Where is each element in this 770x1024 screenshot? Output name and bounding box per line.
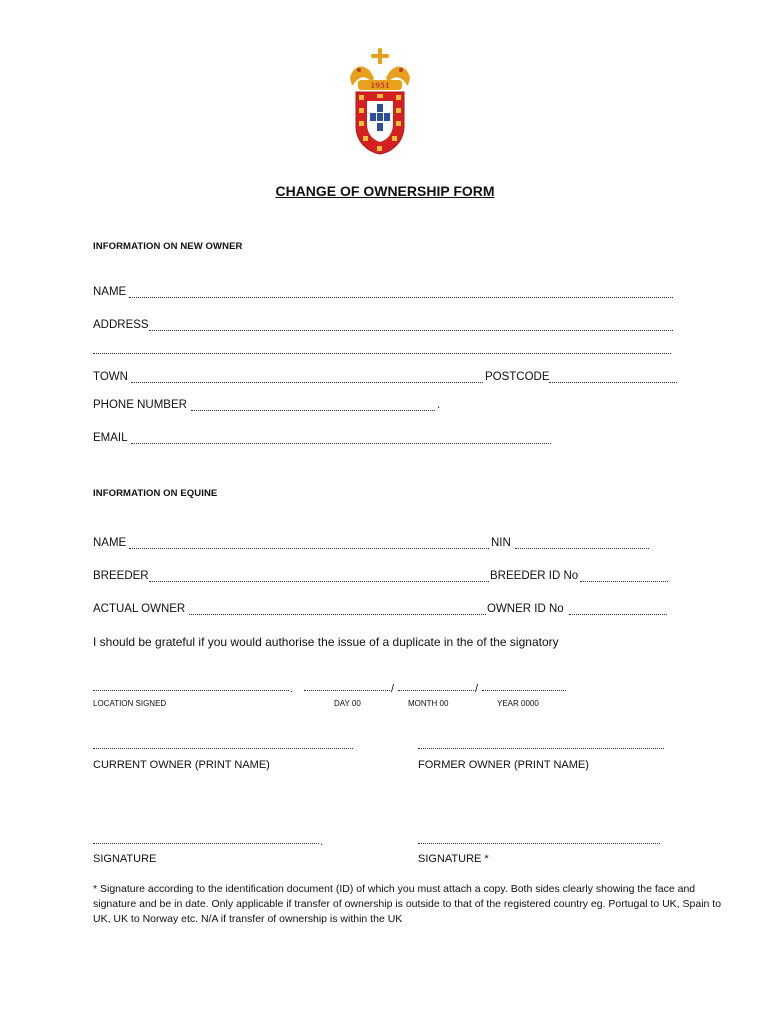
new-owner-town-row: [93, 371, 677, 387]
equine-heading: INFORMATION ON EQUINE: [93, 488, 218, 499]
signature-left-label: SIGNATURE: [93, 853, 157, 865]
equine-breeder-id-label: BREEDER ID No: [490, 570, 579, 582]
new-owner-address-label: ADDRESS: [93, 319, 149, 331]
form-title: CHANGE OF OWNERSHIP FORM: [275, 183, 495, 199]
former-owner-name-field[interactable]: [418, 748, 664, 749]
current-owner-label: CURRENT OWNER (PRINT NAME): [93, 759, 270, 771]
location-trailing-dot: .: [290, 683, 294, 695]
new-owner-email-label: EMAIL: [93, 432, 128, 444]
new-owner-phone-row: [93, 399, 453, 415]
new-owner-address-field[interactable]: [149, 330, 673, 331]
authorisation-statement: I should be grateful if you would authorise the issue of a duplicate in the of the signatory: [93, 635, 559, 649]
equine-actual-owner-row: [93, 603, 669, 619]
day-label: DAY 00: [334, 699, 361, 708]
new-owner-town-label: TOWN: [93, 371, 128, 383]
current-owner-name-field[interactable]: [93, 748, 353, 749]
equine-name-field[interactable]: [129, 548, 489, 549]
date-separator-2: /: [475, 683, 479, 695]
equine-nin-field[interactable]: [515, 548, 649, 549]
former-owner-signature-field[interactable]: [418, 843, 660, 844]
new-owner-postcode-field[interactable]: [549, 382, 677, 383]
year-field[interactable]: [482, 690, 566, 691]
equine-breeder-row: [93, 570, 669, 586]
equine-name-label: NAME: [93, 537, 127, 549]
signature-footnote: * Signature according to the identification document (ID) of which you must attach a copy. Both sides clearly showing the face and signature and be in date. Only applicable if transfer of ownership is outside to that of the registered country eg. Portugal to UK, Spain to UK, UK to Norway etc. N/A if transfer of ownership is within the UK: [93, 883, 722, 925]
equine-actual-owner-field[interactable]: [189, 614, 486, 615]
new-owner-email-field[interactable]: [131, 443, 551, 444]
new-owner-address-field-2[interactable]: [93, 353, 671, 354]
signature-trailing-dot: .: [320, 836, 324, 848]
date-separator-1: /: [391, 683, 395, 695]
equine-actual-owner-label: ACTUAL OWNER: [93, 603, 186, 615]
new-owner-postcode-label: POSTCODE: [485, 371, 550, 383]
new-owner-town-field[interactable]: [131, 382, 483, 383]
former-owner-label: FORMER OWNER (PRINT NAME): [418, 759, 589, 771]
new-owner-name-label: NAME: [93, 286, 127, 298]
month-label: MONTH 00: [408, 699, 449, 708]
location-signed-field[interactable]: [93, 690, 289, 691]
location-signed-label: LOCATION SIGNED: [93, 699, 167, 708]
new-owner-email-row: [93, 432, 553, 448]
svg-text:1951: 1951: [370, 81, 390, 90]
new-owner-name-field[interactable]: [129, 297, 673, 298]
new-owner-phone-field[interactable]: [191, 410, 435, 411]
equine-breeder-id-field[interactable]: [580, 581, 668, 582]
equine-owner-id-field[interactable]: [569, 614, 667, 615]
equine-owner-id-label: OWNER ID No: [487, 603, 564, 615]
equine-breeder-field[interactable]: [149, 581, 489, 582]
new-owner-address-row: [93, 319, 673, 335]
phone-trailing-dot: .: [437, 399, 441, 411]
day-field[interactable]: [304, 690, 390, 691]
new-owner-heading: INFORMATION ON NEW OWNER: [93, 241, 243, 252]
coat-of-arms-logo: [346, 48, 414, 156]
equine-nin-label: NIN: [491, 537, 511, 549]
current-owner-signature-field[interactable]: [93, 843, 319, 844]
equine-name-row: [93, 537, 653, 553]
new-owner-address-row-2: [93, 342, 673, 358]
cross-icon: [371, 48, 389, 64]
new-owner-phone-label: PHONE NUMBER: [93, 399, 187, 411]
new-owner-name-row: [93, 286, 673, 302]
equine-breeder-label: BREEDER: [93, 570, 149, 582]
signature-right-label: SIGNATURE *: [418, 853, 489, 865]
year-label: YEAR 0000: [497, 699, 539, 708]
month-field[interactable]: [398, 690, 474, 691]
